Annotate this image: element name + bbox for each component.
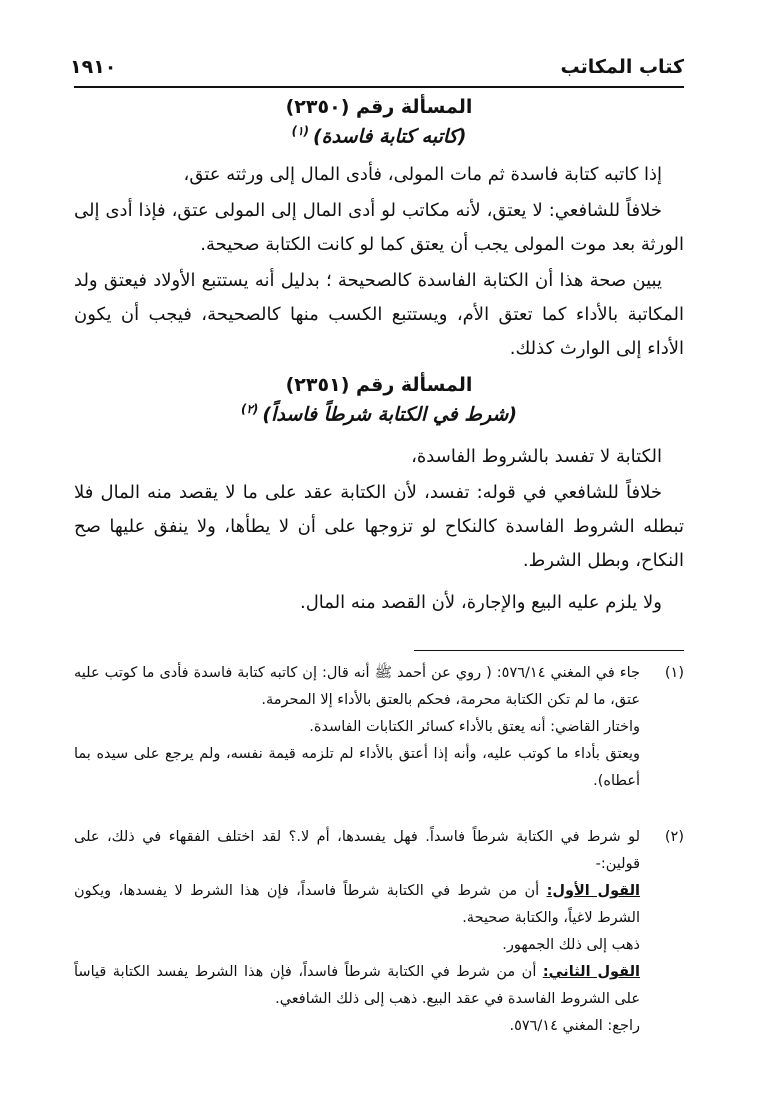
running-header-title: كتاب المكاتب xyxy=(560,56,684,78)
header-rule xyxy=(74,86,684,88)
footnote-2-first-who: ذهب إلى ذلك الجمهور. xyxy=(502,937,640,953)
issue-2351-subtitle-text: (شرط في الكتابة شرطاً فاسداً) xyxy=(262,403,518,426)
second-opinion-text: أن من شرط في الكتابة شرطاً فاسداً، فإن هذا الشرط يفسد الكتابة قياساً على الشروط الفاسدة في عقد البيع. ذهب إلى ذلك الشافعي. xyxy=(74,964,640,1007)
issue-2351-paragraph-2: خلافاً للشافعي في قوله: تفسد، لأن الكتابة عقد على ما لا يقصد منه المال فلا تبطله الشروط الفاسدة كالنكاح لو تزوجها على أن لا يطأها، ولا ينفق عليها صح النكاح، وبطل الشرط. xyxy=(74,482,684,571)
footnote-2-marker: (٢) xyxy=(664,829,684,845)
footnote-1-line: واختار القاضي: أنه يعتق بالأداء كسائر الكتابات الفاسدة. xyxy=(309,719,640,735)
issue-2350-paragraph-2: خلافاً للشافعي: لا يعتق، لأنه مكاتب لو أدى المال إلى المولى عتق، فإذا أدى إلى الورثة بعد موت المولى يجب أن يعتق كما لو كانت الكتابة صحيحة. xyxy=(74,200,684,255)
footnote-1-line: ويعتق بأداء ما كوتب عليه، وأنه إذا أعتق بالأداء لم تلزمه قيمة نفسه، ولم يرجع على سيده بما أعطاه). xyxy=(74,746,640,789)
second-opinion-label: القول الثاني: xyxy=(542,964,640,980)
issue-2350-subtitle xyxy=(74,124,684,147)
issue-2351-paragraph-1: الكتابة لا تفسد بالشروط الفاسدة، xyxy=(411,446,662,467)
footnote-separator xyxy=(414,650,684,651)
first-opinion-label: القول الأول: xyxy=(546,883,641,899)
first-opinion-text: أن من شرط في الكتابة شرطاً فاسداً، فإن هذا الشرط لا يفسدها، ويكون الشرط لاغياً، والكتابة صحيحة. xyxy=(74,883,640,926)
issue-2351-subtitle xyxy=(74,402,684,425)
footnote-2-first-opinion xyxy=(74,878,640,932)
footnote-2-intro: لو شرط في الكتابة شرطاً فاسداً. فهل يفسدها، أم لا.؟ لقد اختلف الفقهاء في ذلك، على قولين:- xyxy=(74,829,640,872)
issue-2351-paragraph-3: ولا يلزم عليه البيع والإجارة، لأن القصد منه المال. xyxy=(299,592,662,613)
issue-2350-paragraph-3: يبين صحة هذا أن الكتابة الفاسدة كالصحيحة ؛ بدليل أنه يستتبع الأولاد فيعتق ولد المكاتبة بالأداء كما تعتق الأم، ويستتبع الكسب منها كالصحيحة، فيجب أن يكون الأداء إلى الوارث كذلك. xyxy=(74,270,684,359)
footnote-ref-2: (٢) xyxy=(240,402,259,416)
footnote-1 xyxy=(74,660,684,795)
footnote-1-line: جاء في المغني ٥٧٦/١٤: ( روي عن أحمد ﷺ أنه قال: إن كاتبه كتابة فاسدة فأدى ما كوتب عليه عتق، ما لم تكن الكتابة محرمة، فحكم بالعتق بالأداء إلا المحرمة. xyxy=(74,665,640,708)
footnote-1-marker: (١) xyxy=(664,665,684,681)
issue-2350-paragraph-1: إذا كاتبه كتابة فاسدة ثم مات المولى، فأدى المال إلى ورثته عتق، xyxy=(183,164,662,185)
issue-2350-title: المسألة رقم (٢٣٥٠) xyxy=(285,96,473,118)
page-number: ١٩١٠ xyxy=(70,56,117,78)
footnote-ref-1: (١) xyxy=(291,124,309,138)
footnote-2-reference: راجع: المغني ٥٧٦/١٤. xyxy=(509,1018,640,1034)
footnote-2-second-opinion xyxy=(74,959,640,1013)
footnote-2 xyxy=(74,824,684,1040)
footnote-1-body xyxy=(74,660,640,795)
issue-2351-title: المسألة رقم (٢٣٥١) xyxy=(285,374,473,396)
footnote-2-body xyxy=(74,824,640,1040)
issue-2350-subtitle-text: (كاتبه كتابة فاسدة) xyxy=(313,125,467,148)
